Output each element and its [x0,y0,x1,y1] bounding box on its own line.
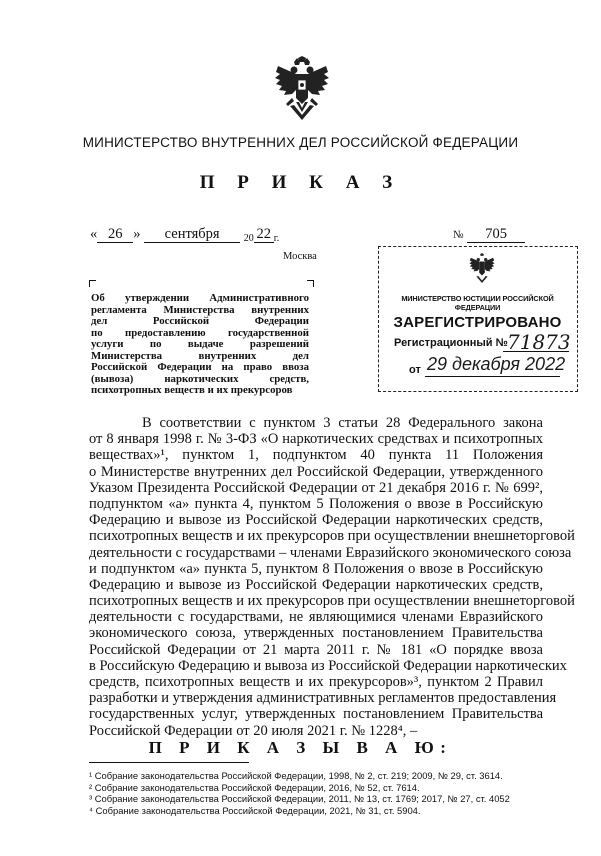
body-line: в Российскую Федерацию и вывоза из Российской Федерации наркотических [89,657,567,674]
stamp-date-label: от [409,364,421,376]
body-line: Российской Федерации от 20 июля 2021 г. № 1228⁴, – [89,722,418,739]
subject-line: Министерства внутренних дел [91,349,309,362]
body-line: веществах»¹, пунктом 1, подпунктом 40 пункта 11 Положения [89,447,543,464]
document-title: П Р И К А З [199,172,402,193]
body-line: государственных услуг, утвержденных постановлением Правительства [89,706,543,723]
body-line: и подпунктом «а» пункта 5, пунктом 8 Положения о ввозе в Российскую [89,560,543,577]
body-line: деятельности с государствами – членами Евразийского экономического союза [89,544,572,561]
order-subject [91,293,309,397]
subject-line: по предоставлению государственной [91,326,309,339]
stamp-eagle-emblem-icon [468,253,496,285]
stamp-ministry: МИНИСТЕРСТВО ЮСТИЦИИ РОССИЙСКОЙ ФЕДЕРАЦИИ [401,294,554,312]
body-line: средств, психотропных веществ и их прекурсоров»³, пунктом 2 Правил [89,674,543,690]
footnotes [89,770,559,816]
preamble-text [89,415,575,739]
footnote: ² Собрание законодательства Российской Федерации, 2016, № 52, ст. 7614. [89,781,420,793]
footnote: ¹ Собрание законодательства Российской Федерации, 1998, № 2, ст. 219; 2009, № 29, ст. 3614. [89,770,503,781]
date-month: сентября [144,227,240,243]
footnote: ³ Собрание законодательства Российской Федерации, 2011, № 13, ст. 1769; 2017, № 27, ст. 4052 [89,793,510,805]
body-line: от 8 января 1998 г. № 3-ФЗ «О наркотических средствах и психотропных [89,431,543,448]
subject-corner-right [307,280,314,287]
date-close-quote: » [133,226,141,242]
date-day: 26 [97,227,133,243]
body-line: о Министерстве внутренних дел Российской Федерации, утвержденного [89,463,543,480]
subject-line: дел Российской Федерации [91,315,309,327]
subject-line: Об утверждении Административного [91,292,309,304]
subject-line: (вывоза) наркотических средств, [91,372,309,385]
ministry-name: МИНИСТЕРСТВО ВНУТРЕННИХ ДЕЛ РОССИЙСКОЙ ФЕДЕРАЦИИ [82,135,519,150]
double-headed-eagle-emblem-icon [272,56,332,124]
body-line: Федерацию и вывозе из Российской Федерации наркотических средств, [89,576,543,593]
stamp-reg-date: 29 декабря 2022 [427,354,566,374]
stamp-reg-number: 71873 [507,330,571,354]
stamp-date-underline [425,376,560,377]
date-year-suffix: 22 [254,227,274,243]
order-date [90,226,279,243]
body-line: психотропных веществ и их прекурсоров при осуществлении внешнеторговой [89,593,575,610]
subject-line: Российской Федерации на право ввоза [91,361,309,373]
body-line: разработки и утверждения административных регламентов предоставления [89,690,557,707]
body-line: деятельности с государствами, не являющимися членами Евразийского [89,609,543,626]
stamp-reg-label: Регистрационный № [394,337,508,349]
footnote-divider [89,762,249,763]
body-line: подпунктом «а» пункта 4, пунктом 5 Положения о ввозе в Российскую [89,495,543,512]
subject-corner-left [89,280,96,287]
body-line: Российской Федерации от 21 марта 2011 г. № 181 «О порядке ввоза [89,641,543,658]
command-heading: П Р И К А З Ы В А Ю: [148,738,453,757]
subject-line: регламента Министерства внутренних [91,303,309,316]
stamp-number-underline [503,351,569,352]
order-number-value: 705 [467,227,525,243]
number-sign: № [453,229,464,241]
date-open-quote: « [90,226,98,242]
body-line: Указом Президента Российской Федерации от 21 декабря 2016 г. № 699², [89,479,543,496]
subject-line: психотропных веществ и их прекурсоров [91,384,293,396]
body-line: экономического союза, утвержденных постановлением Правительства [89,625,543,642]
body-line: Федерацию и вывозе из Российской Федерации наркотических средств, [89,512,543,529]
stamp-registered: ЗАРЕГИСТРИРОВАНО [393,314,562,331]
body-line: психотропных веществ и их прекурсоров при осуществлении внешнеторговой [89,528,575,545]
order-number [453,226,525,243]
date-year-g: г. [273,233,280,244]
date-year-prefix: 20 [243,233,254,244]
body-line: В соответствии с пунктом 3 статьи 28 Федерального закона [142,415,543,431]
registration-stamp [378,246,578,392]
footnote: ⁴ Собрание законодательства Российской Федерации, 2021, № 31, ст. 5904. [89,804,421,816]
city: Москва [283,251,317,262]
subject-line: услуги по выдаче разрешений [91,338,309,350]
